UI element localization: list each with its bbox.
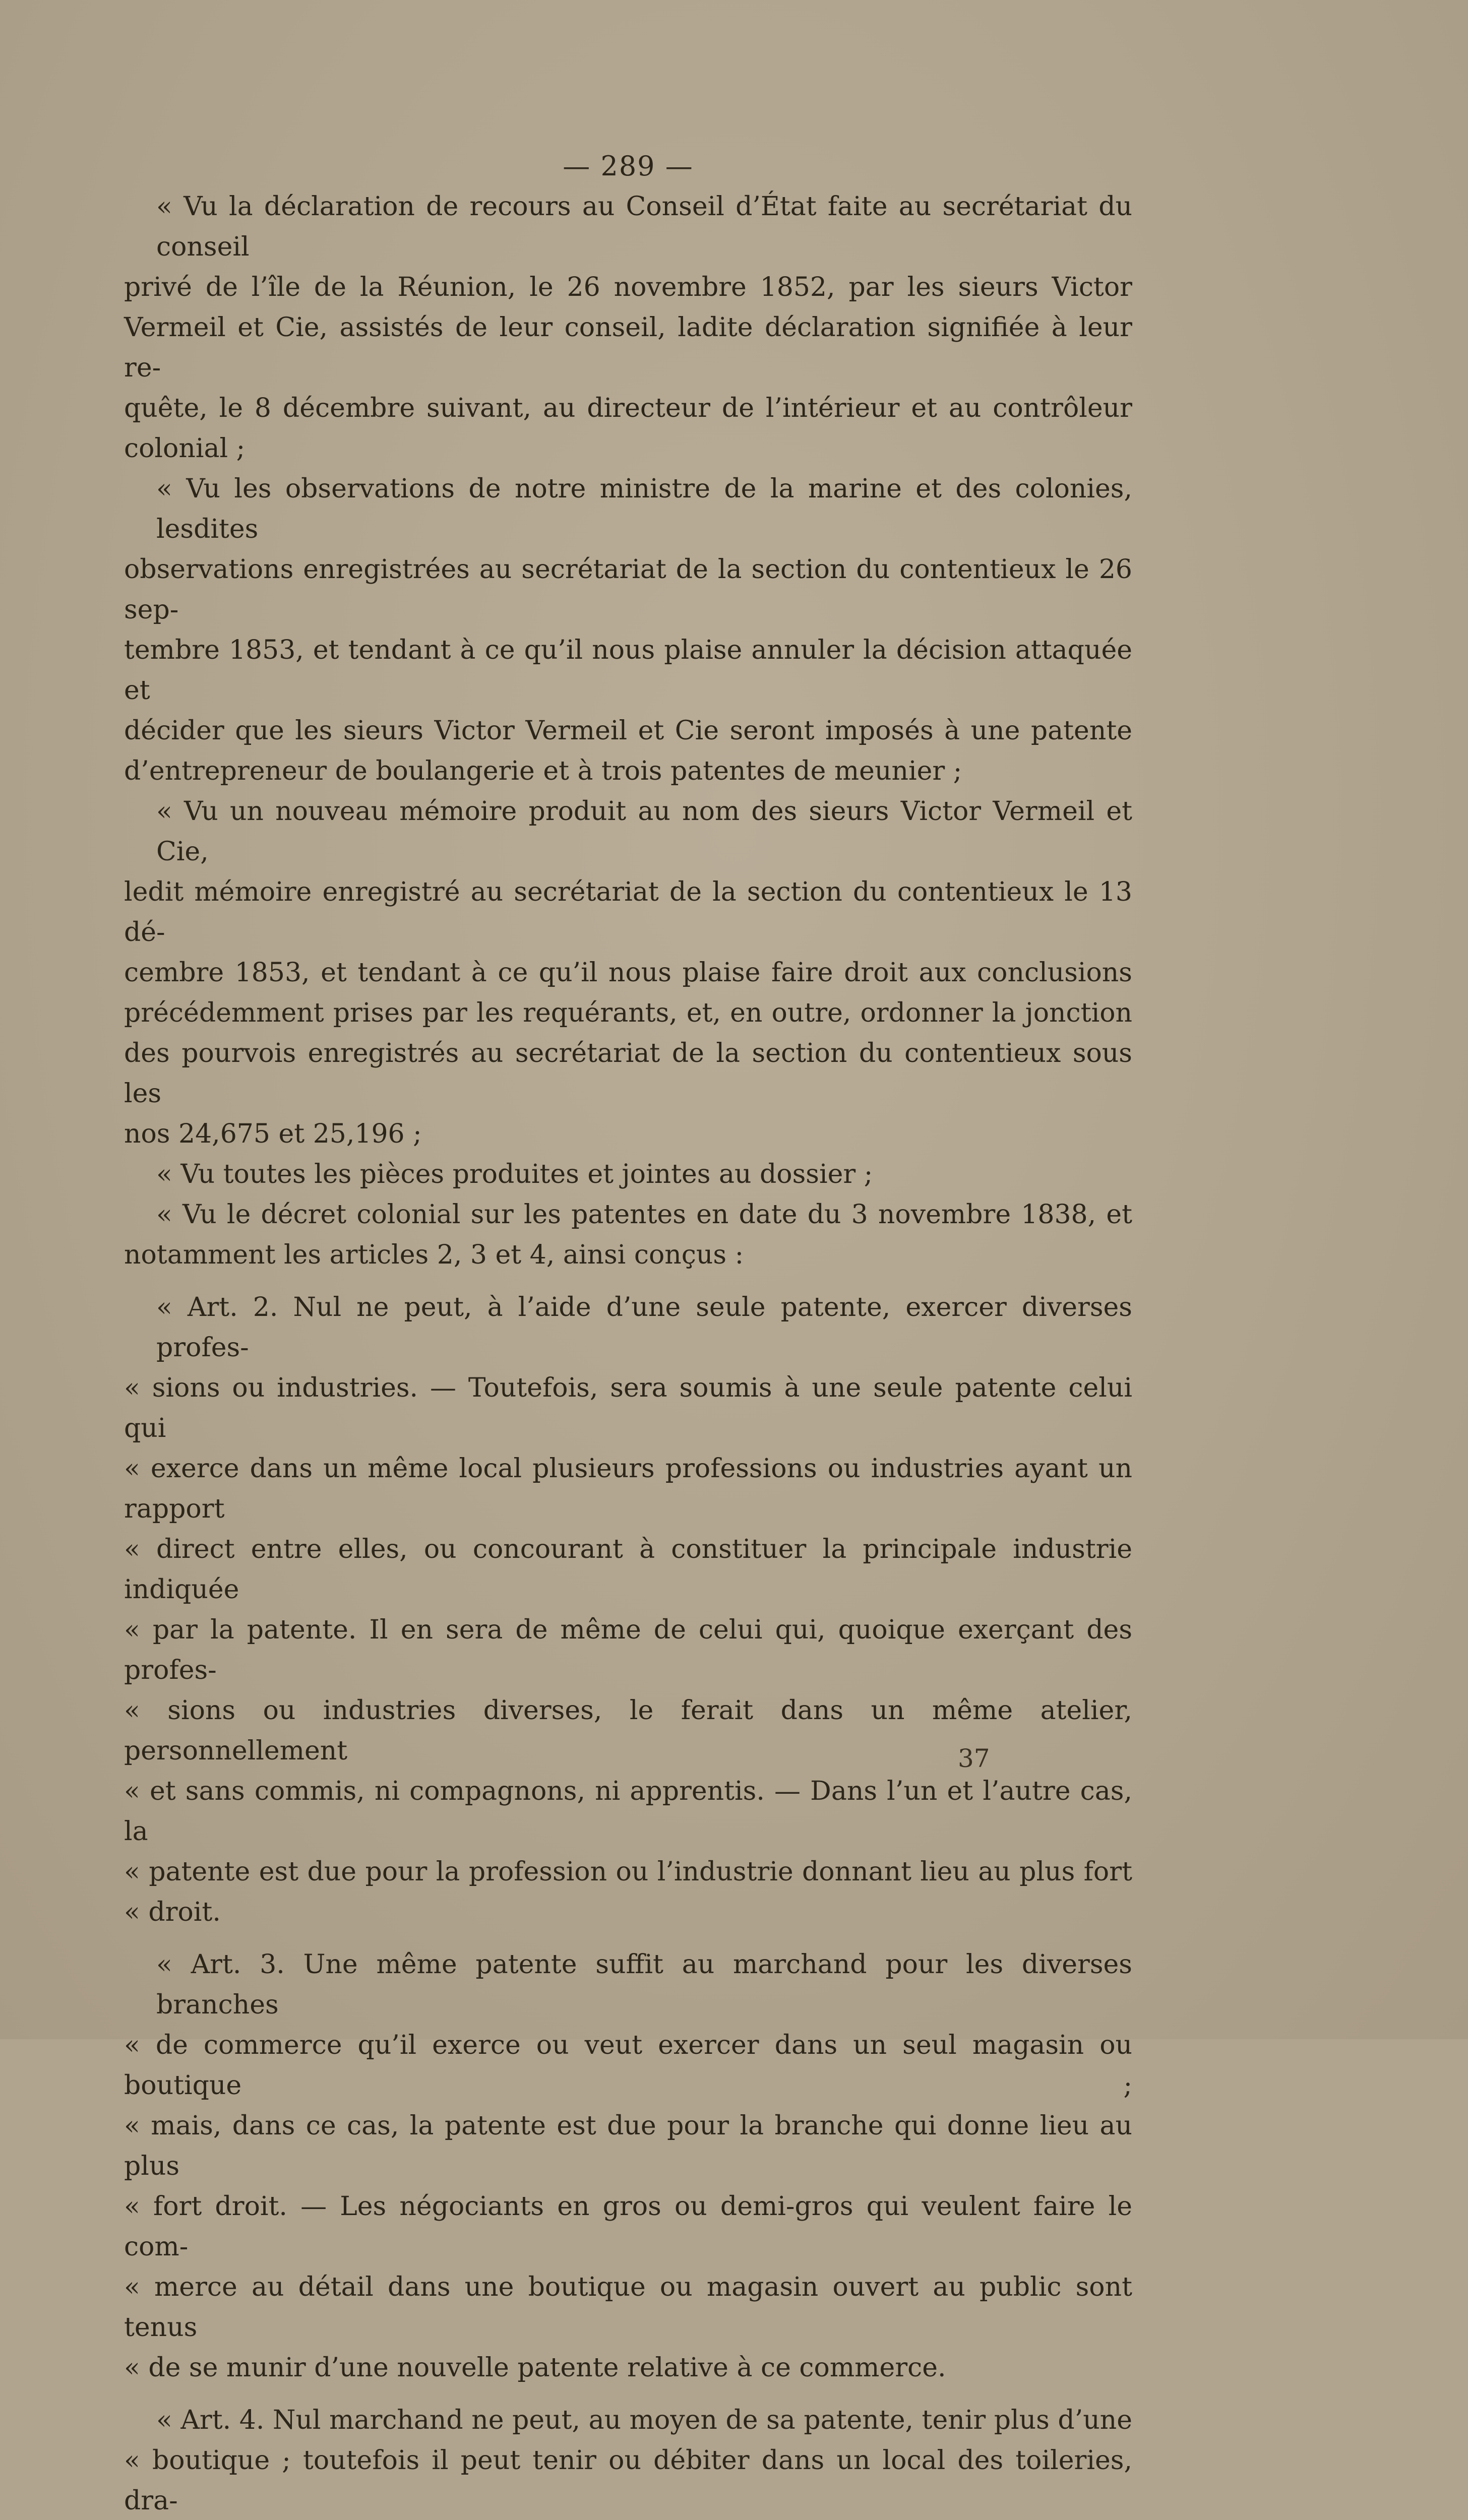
signature-mark: 37 [958, 1744, 990, 1773]
article-block [124, 2400, 1132, 2520]
text-line: observations enregistrées au secrétariat de la section du contentieux le 26 sep- [124, 554, 1132, 625]
text-line: colonial ; [124, 433, 246, 464]
text-line: « Vu toutes les pièces produites et jointes au dossier ; [156, 1159, 873, 1189]
text-line: « Art. 4. Nul marchand ne peut, au moyen de sa patente, tenir plus d’une [156, 2405, 1132, 2435]
text-line: décider que les sieurs Victor Vermeil et Cie seront imposés à une patente [124, 716, 1132, 746]
page-number: — 289 — [563, 150, 694, 182]
paragraphs [124, 186, 1132, 1275]
text-line: « fort droit. — Les négociants en gros ou demi-gros qui veulent faire le com- [124, 2191, 1132, 2262]
text-line: « Vu la déclaration de recours au Conseil d’État faite au secrétariat du conseil [156, 192, 1132, 262]
text-line: « merce au détail dans une boutique ou magasin ouvert au public sont tenus [124, 2272, 1132, 2343]
paragraph [124, 469, 1132, 791]
text-line: cembre 1853, et tendant à ce qu’il nous plaise faire droit aux conclusions [124, 958, 1132, 988]
text-body [124, 146, 1132, 2520]
text-line: « Vu le décret colonial sur les patentes en date du 3 novembre 1838, et [156, 1200, 1132, 1230]
text-line: précédemment prises par les requérants, et, en outre, ordonner la jonction [124, 998, 1132, 1028]
article-block [124, 1287, 1132, 1932]
article-block [124, 1944, 1132, 2388]
text-line: « de se munir d’une nouvelle patente relative à ce commerce. [124, 2353, 946, 2383]
articles [124, 1287, 1132, 2520]
text-line: quête, le 8 décembre suivant, au directeur de l’intérieur et au contrôleur [124, 393, 1132, 423]
text-line: « direct entre elles, ou concourant à constituer la principale industrie indiquée [124, 1534, 1132, 1605]
text-line: « par la patente. Il en sera de même de celui qui, quoique exerçant des profes- [124, 1615, 1132, 1685]
paragraph [124, 791, 1132, 1154]
text-line: « patente est due pour la profession ou l’industrie donnant lieu au plus fort [124, 1857, 1132, 1887]
text-line: « Vu les observations de notre ministre de la marine et des colonies, lesdites [156, 474, 1132, 544]
text-line: notamment les articles 2, 3 et 4, ainsi conçus : [124, 1240, 744, 1270]
text-line: « sions ou industries diverses, le ferait dans un même atelier, personnellement [124, 1695, 1132, 1766]
text-line: des pourvois enregistrés au secrétariat de la section du contentieux sous les [124, 1038, 1132, 1109]
text-line: « Art. 2. Nul ne peut, à l’aide d’une seule patente, exercer diverses profes- [156, 1292, 1132, 1363]
text-line: « mais, dans ce cas, la patente est due pour la branche qui donne lieu au plus [124, 2111, 1132, 2181]
paragraph [124, 1194, 1132, 1275]
text-line: « exerce dans un même local plusieurs professions ou industries ayant un rapport [124, 1454, 1132, 1524]
paragraph [124, 1154, 1132, 1194]
text-line: « sions ou industries. — Toutefois, sera soumis à une seule patente celui qui [124, 1373, 1132, 1443]
text-line: ledit mémoire enregistré au secrétariat de la section du contentieux le 13 dé- [124, 877, 1132, 948]
text-line: « de commerce qu’il exerce ou veut exercer dans un seul magasin ou boutique ; [124, 2030, 1132, 2101]
text-line: « et sans commis, ni compagnons, ni apprentis. — Dans l’un et l’autre cas, la [124, 1776, 1132, 1847]
text-line: d’entrepreneur de boulangerie et à trois patentes de meunier ; [124, 756, 962, 786]
text-line: Vermeil et Cie, assistés de leur conseil, ladite déclaration signifiée à leur re- [124, 312, 1132, 383]
text-line: privé de l’île de la Réunion, le 26 novembre 1852, par les sieurs Victor [124, 272, 1132, 302]
text-line: tembre 1853, et tendant à ce qu’il nous plaise annuler la décision attaquée et [124, 635, 1132, 706]
text-line: « Art. 3. Une même patente suffit au marchand pour les diverses branches [156, 1949, 1132, 2020]
paragraph [124, 186, 1132, 469]
text-line: nos 24,675 et 25,196 ; [124, 1119, 422, 1149]
text-line: « droit. [124, 1897, 221, 1927]
text-line: « Vu un nouveau mémoire produit au nom des sieurs Victor Vermeil et Cie, [156, 796, 1132, 867]
text-line: « boutique ; toutefois il peut tenir ou débiter dans un local des toileries, dra- [124, 2445, 1132, 2516]
